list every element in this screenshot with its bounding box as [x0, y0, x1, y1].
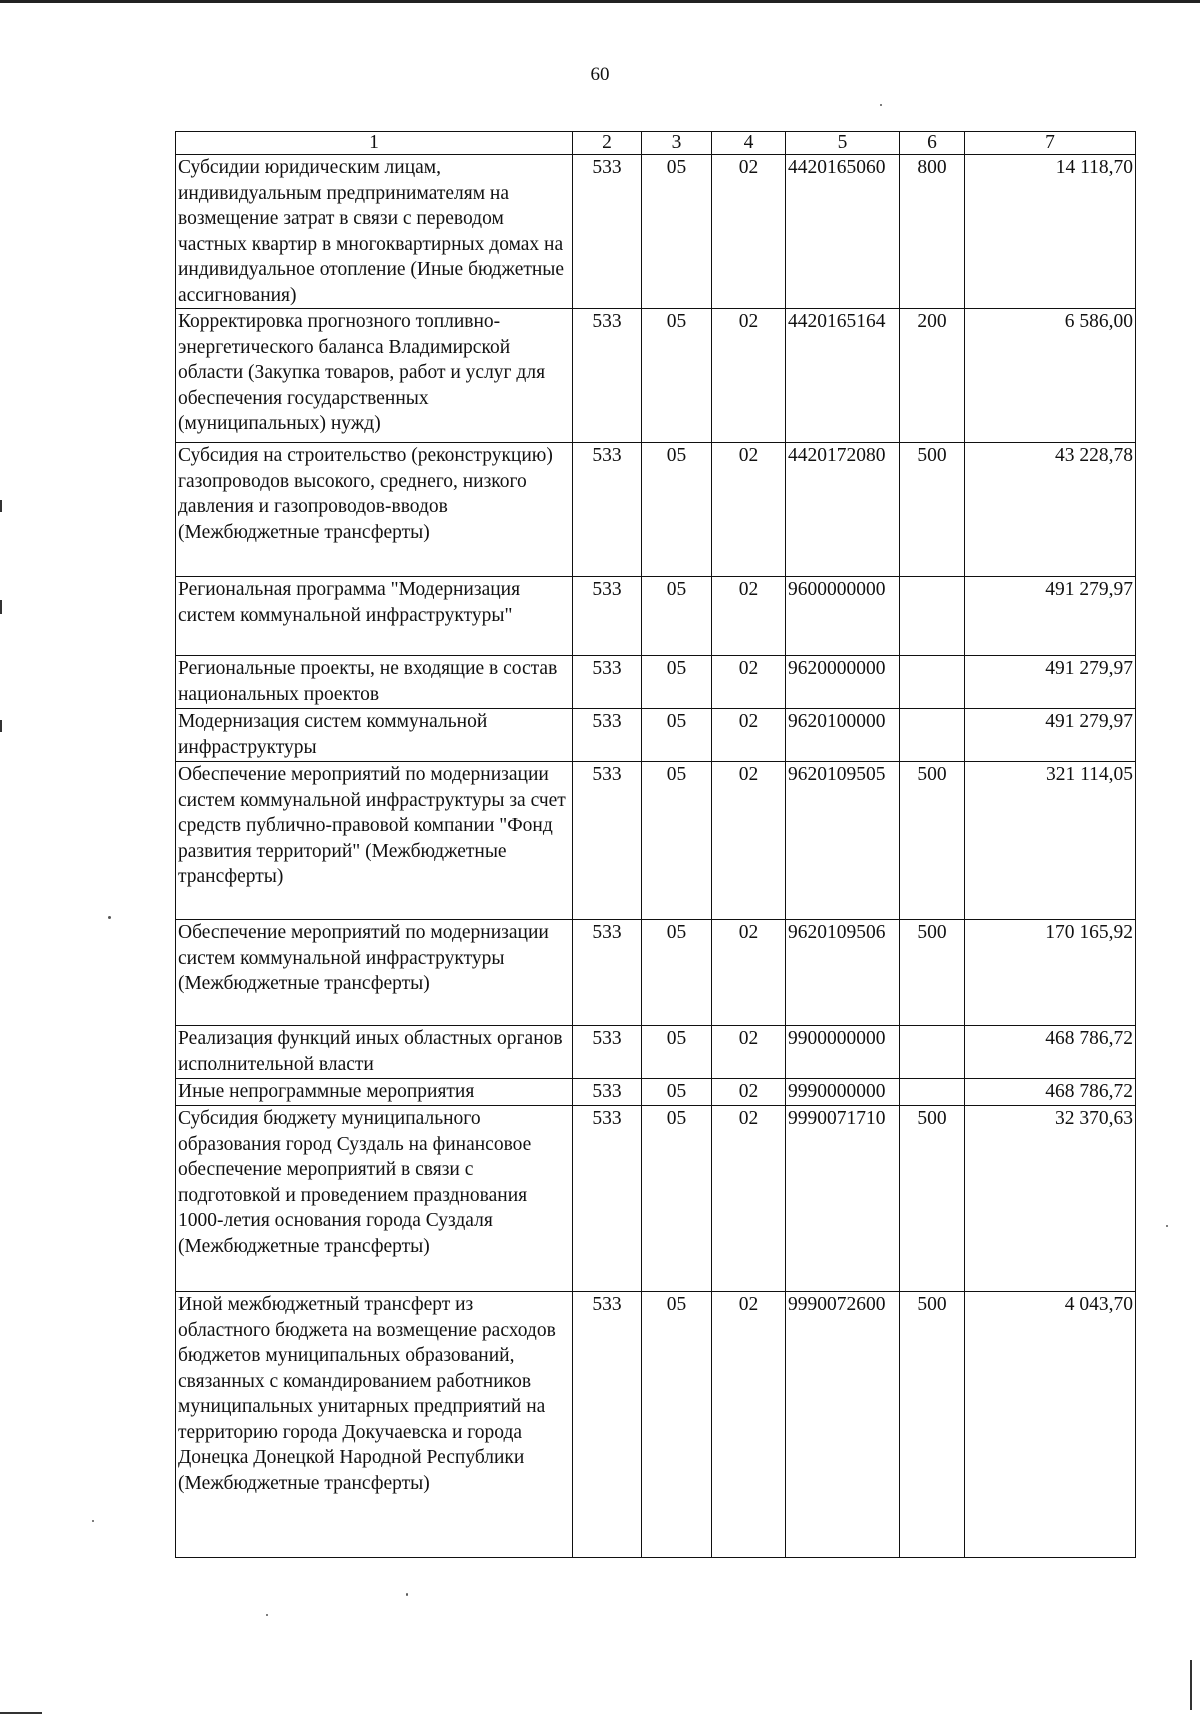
ministry-code-cell: 533 [573, 1292, 642, 1558]
ministry-code-cell: 533 [573, 577, 642, 656]
table-row [176, 762, 1136, 920]
ministry-code-cell: 533 [573, 709, 642, 762]
target-article-cell: 9620000000 [786, 656, 900, 709]
subsection-code-cell: 02 [712, 577, 786, 656]
subsection-code-cell: 02 [712, 762, 786, 920]
subsection-code-cell: 02 [712, 1292, 786, 1558]
ministry-code-cell: 533 [573, 762, 642, 920]
scan-edge-mark [0, 720, 2, 732]
expense-name-cell: Региональная программа "Модернизация систем коммунальной инфраструктуры" [176, 577, 573, 656]
table-row [176, 656, 1136, 709]
table-row [176, 709, 1136, 762]
target-article-cell: 9990000000 [786, 1079, 900, 1106]
ministry-code-cell: 533 [573, 1026, 642, 1079]
subsection-code-cell: 02 [712, 1026, 786, 1079]
table-row [176, 1079, 1136, 1106]
scan-edge-mark [0, 1712, 42, 1714]
expense-name-cell: Субсидия бюджету муниципального образования город Суздаль на финансовое обеспечение мероприятий в связи с подготовкой и проведением празднования 1000-летия основания города Суздаля (Межбюджетные трансферты) [176, 1106, 573, 1292]
table-row [176, 920, 1136, 1026]
expense-name-cell: Реализация функций иных областных органов исполнительной власти [176, 1026, 573, 1079]
subsection-code-cell: 02 [712, 309, 786, 443]
scan-speck [108, 916, 111, 919]
header-cell: 5 [786, 132, 900, 155]
table-row [176, 1106, 1136, 1292]
ministry-code-cell: 533 [573, 656, 642, 709]
section-code-cell: 05 [642, 155, 712, 309]
expense-type-cell [900, 709, 965, 762]
subsection-code-cell: 02 [712, 920, 786, 1026]
amount-cell: 468 786,72 [965, 1079, 1136, 1106]
amount-cell: 491 279,97 [965, 577, 1136, 656]
target-article-cell: 4420172080 [786, 443, 900, 577]
ministry-code-cell: 533 [573, 155, 642, 309]
section-code-cell: 05 [642, 1026, 712, 1079]
target-article-cell: 9600000000 [786, 577, 900, 656]
expense-type-cell [900, 656, 965, 709]
amount-cell: 491 279,97 [965, 656, 1136, 709]
table-row [176, 443, 1136, 577]
scan-speck [1166, 1225, 1168, 1227]
expense-type-cell [900, 1026, 965, 1079]
header-cell: 4 [712, 132, 786, 155]
scan-top-edge [0, 0, 1200, 3]
section-code-cell: 05 [642, 577, 712, 656]
expense-type-cell [900, 577, 965, 656]
target-article-cell: 9900000000 [786, 1026, 900, 1079]
expense-type-cell: 500 [900, 762, 965, 920]
budget-table [175, 131, 1136, 1558]
subsection-code-cell: 02 [712, 155, 786, 309]
section-code-cell: 05 [642, 656, 712, 709]
target-article-cell: 9990072600 [786, 1292, 900, 1558]
page-number: 60 [590, 64, 610, 85]
section-code-cell: 05 [642, 920, 712, 1026]
expense-name-cell: Иной межбюджетный трансферт из областного бюджета на возмещение расходов бюджетов муниципальных образований, связанных с командированием работников муниципальных унитарных предприятий на территорию города Докучаевска и города Донецка Донецкой Народной Республики (Межбюджетные трансферты) [176, 1292, 573, 1558]
section-code-cell: 05 [642, 709, 712, 762]
section-code-cell: 05 [642, 1079, 712, 1106]
amount-cell: 43 228,78 [965, 443, 1136, 577]
expense-name-cell: Обеспечение мероприятий по модернизации систем коммунальной инфраструктуры (Межбюджетные трансферты) [176, 920, 573, 1026]
expense-name-cell: Региональные проекты, не входящие в состав национальных проектов [176, 656, 573, 709]
expense-name-cell: Субсидии юридическим лицам, индивидуальным предпринимателям на возмещение затрат в связи с переводом частных квартир в многоквартирных домах на индивидуальное отопление (Иные бюджетные ассигнования) [176, 155, 573, 309]
header-cell: 1 [176, 132, 573, 155]
section-code-cell: 05 [642, 762, 712, 920]
subsection-code-cell: 02 [712, 1079, 786, 1106]
target-article-cell: 4420165060 [786, 155, 900, 309]
expense-name-cell: Корректировка прогнозного топливно-энергетического баланса Владимирской области (Закупка товаров, работ и услуг для обеспечения государственных (муниципальных) нужд) [176, 309, 573, 443]
expense-name-cell: Модернизация систем коммунальной инфраструктуры [176, 709, 573, 762]
expense-type-cell: 500 [900, 1292, 965, 1558]
amount-cell: 32 370,63 [965, 1106, 1136, 1292]
table-row [176, 1292, 1136, 1558]
subsection-code-cell: 02 [712, 443, 786, 577]
target-article-cell: 9620109506 [786, 920, 900, 1026]
subsection-code-cell: 02 [712, 656, 786, 709]
scan-speck [880, 104, 882, 106]
header-cell: 3 [642, 132, 712, 155]
amount-cell: 4 043,70 [965, 1292, 1136, 1558]
expense-name-cell: Иные непрограммные мероприятия [176, 1079, 573, 1106]
expense-type-cell: 500 [900, 1106, 965, 1292]
expense-type-cell: 800 [900, 155, 965, 309]
amount-cell: 491 279,97 [965, 709, 1136, 762]
header-cell: 7 [965, 132, 1136, 155]
expense-type-cell: 500 [900, 443, 965, 577]
table-row [176, 155, 1136, 309]
ministry-code-cell: 533 [573, 1106, 642, 1292]
expense-type-cell [900, 1079, 965, 1106]
table-row [176, 1026, 1136, 1079]
section-code-cell: 05 [642, 443, 712, 577]
scan-speck [406, 1593, 408, 1596]
amount-cell: 14 118,70 [965, 155, 1136, 309]
ministry-code-cell: 533 [573, 309, 642, 443]
scan-edge-mark [0, 500, 2, 512]
expense-name-cell: Обеспечение мероприятий по модернизации систем коммунальной инфраструктуры за счет средств публично-правовой компании "Фонд развития территорий" (Межбюджетные трансферты) [176, 762, 573, 920]
header-row [176, 132, 1136, 155]
ministry-code-cell: 533 [573, 443, 642, 577]
subsection-code-cell: 02 [712, 1106, 786, 1292]
amount-cell: 468 786,72 [965, 1026, 1136, 1079]
target-article-cell: 9990071710 [786, 1106, 900, 1292]
target-article-cell: 4420165164 [786, 309, 900, 443]
expense-type-cell: 500 [900, 920, 965, 1026]
scan-edge-mark [0, 600, 2, 614]
header-cell: 2 [573, 132, 642, 155]
expense-type-cell: 200 [900, 309, 965, 443]
target-article-cell: 9620100000 [786, 709, 900, 762]
scan-speck [266, 1614, 268, 1616]
expense-name-cell: Субсидия на строительство (реконструкцию) газопроводов высокого, среднего, низкого давления и газопроводов-вводов (Межбюджетные трансферты) [176, 443, 573, 577]
amount-cell: 321 114,05 [965, 762, 1136, 920]
subsection-code-cell: 02 [712, 709, 786, 762]
section-code-cell: 05 [642, 309, 712, 443]
table-row [176, 577, 1136, 656]
ministry-code-cell: 533 [573, 1079, 642, 1106]
scan-edge-mark [1190, 1660, 1192, 1710]
header-cell: 6 [900, 132, 965, 155]
section-code-cell: 05 [642, 1106, 712, 1292]
section-code-cell: 05 [642, 1292, 712, 1558]
amount-cell: 6 586,00 [965, 309, 1136, 443]
amount-cell: 170 165,92 [965, 920, 1136, 1026]
scan-speck [92, 1520, 94, 1522]
table-row [176, 309, 1136, 443]
ministry-code-cell: 533 [573, 920, 642, 1026]
target-article-cell: 9620109505 [786, 762, 900, 920]
